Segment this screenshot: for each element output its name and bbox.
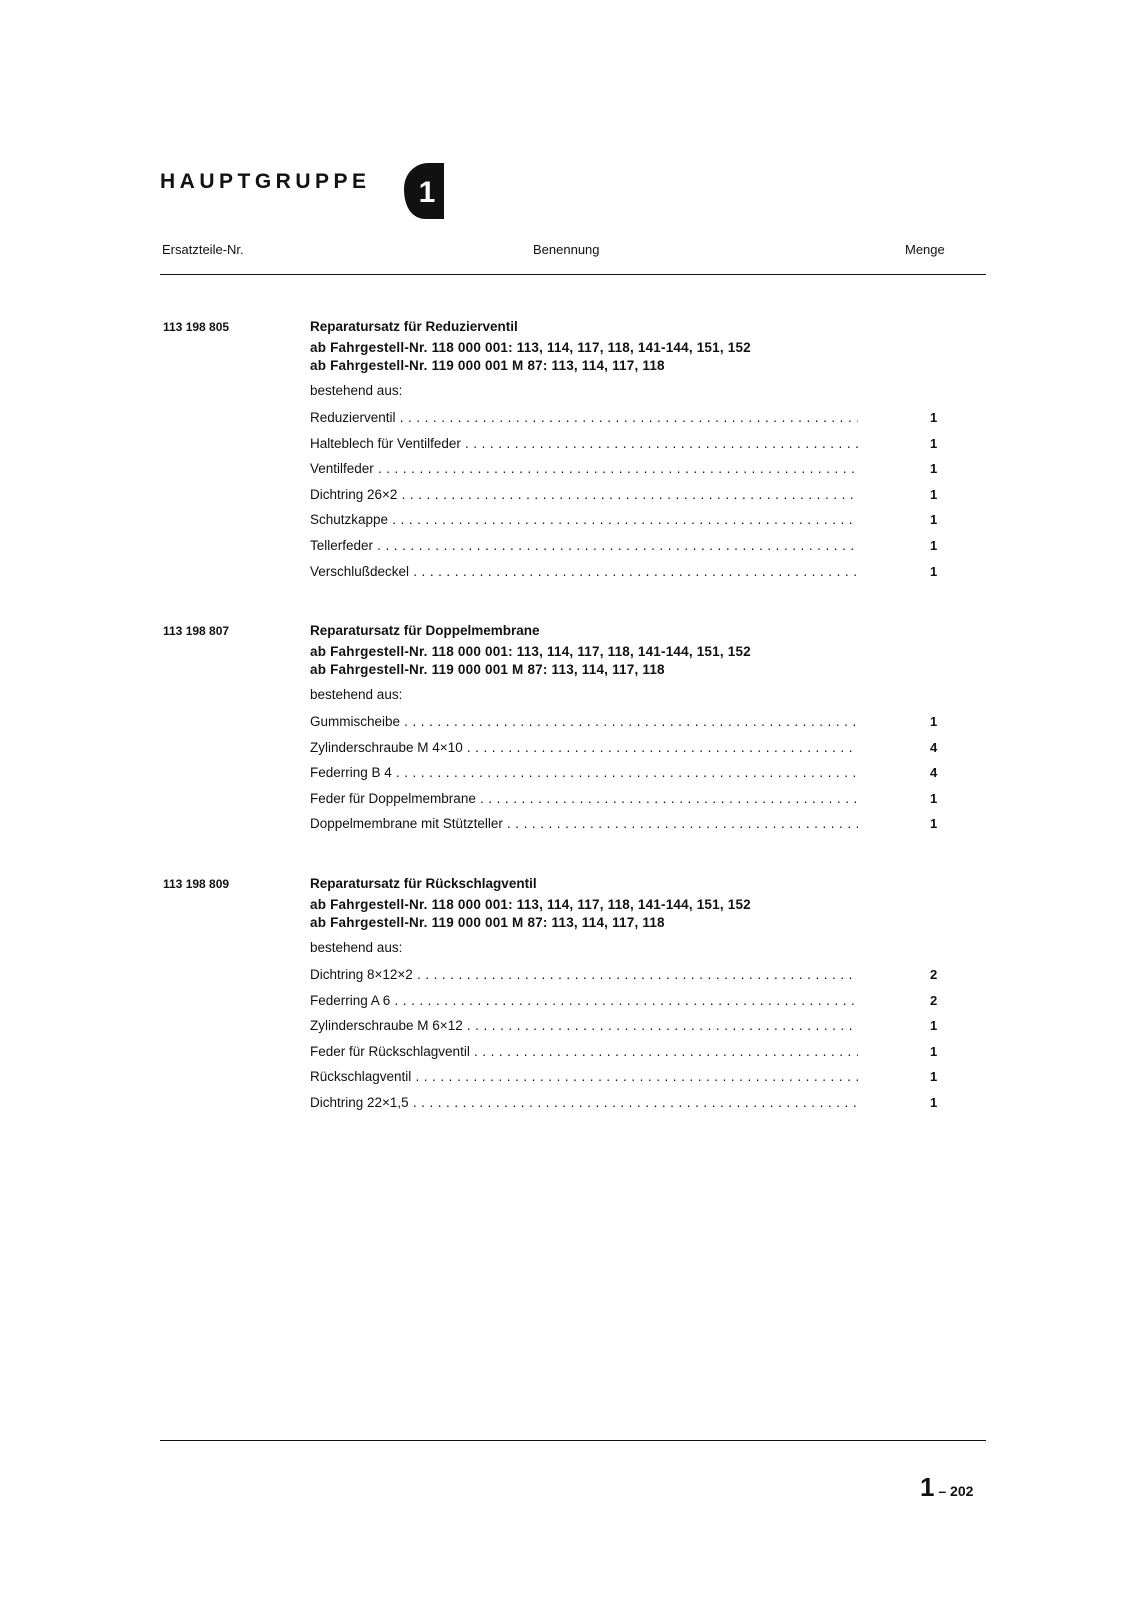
list-item xyxy=(310,1095,950,1121)
component-name: Verschlußdeckel . . . xyxy=(310,564,858,579)
list-item xyxy=(310,765,950,791)
list-item xyxy=(310,410,950,436)
component-name: Reduzierventil . . . xyxy=(310,410,858,425)
list-item xyxy=(310,538,950,564)
section-title: Reparatursatz für Rückschlagventil xyxy=(310,876,537,891)
section-title: Reparatursatz für Doppelmembrane xyxy=(310,623,540,638)
component-quantity: 1 xyxy=(930,714,938,729)
section-part-number: 113 198 807 xyxy=(163,624,230,638)
consists-of-label: bestehend aus: xyxy=(310,383,403,398)
component-name: Rückschlagventil . . . xyxy=(310,1069,858,1084)
list-item xyxy=(310,1044,950,1070)
component-name: Dichtring 22×1,5 . . . xyxy=(310,1095,858,1110)
list-item xyxy=(310,436,950,462)
component-name: Zylinderschraube M 4×10 . . . xyxy=(310,740,858,755)
component-quantity: 1 xyxy=(930,512,938,528)
list-item xyxy=(310,1018,950,1044)
header-divider xyxy=(160,274,986,275)
component-name: Federring B 4 . . . xyxy=(310,765,858,780)
page-title: HAUPTGRUPPE xyxy=(160,170,371,193)
section-title: Reparatursatz für Reduzierventil xyxy=(310,319,518,334)
list-item xyxy=(310,564,950,590)
component-name: Halteblech für Ventilfeder . . . xyxy=(310,436,858,451)
component-name: Gummischeibe . . . xyxy=(310,714,858,729)
page-number-major: 1 xyxy=(920,1472,935,1502)
group-number: 1 xyxy=(418,176,436,209)
consists-of-label: bestehend aus: xyxy=(310,687,403,702)
component-name: Zylinderschraube M 6×12 . . . xyxy=(310,1018,858,1033)
list-item xyxy=(310,791,950,817)
component-quantity: 1 xyxy=(930,816,938,832)
list-item xyxy=(310,1069,950,1095)
component-name: Dichtring 26×2 . . . xyxy=(310,487,858,502)
list-item xyxy=(310,993,950,1019)
component-quantity: 1 xyxy=(930,790,938,806)
component-quantity: 1 xyxy=(930,563,938,579)
page-number-minor: 202 xyxy=(950,1483,974,1499)
chassis-range-line: ab Fahrgestell-Nr. 119 000 001 M 87: 113, 114, 117, 118 xyxy=(310,358,665,373)
component-quantity: 1 xyxy=(930,1018,938,1034)
component-name: Schutzkappe . . . xyxy=(310,512,858,527)
component-quantity: 1 xyxy=(930,410,938,425)
component-list xyxy=(310,967,950,1121)
chassis-range-line: ab Fahrgestell-Nr. 118 000 001: 113, 114, 117, 118, 141-144, 151, 152 xyxy=(310,340,751,355)
component-quantity: 1 xyxy=(930,461,938,477)
section-part-number: 113 198 809 xyxy=(163,877,230,891)
component-quantity: 2 xyxy=(930,992,938,1008)
list-item xyxy=(310,461,950,487)
page-number xyxy=(920,1472,973,1503)
component-quantity: 1 xyxy=(930,1094,938,1110)
list-item xyxy=(310,487,950,513)
component-quantity: 2 xyxy=(930,967,938,982)
component-name: Feder für Doppelmembrane . . . xyxy=(310,791,858,806)
component-name: Tellerfeder . . . xyxy=(310,538,858,553)
component-name: Federring A 6 . . . xyxy=(310,993,858,1008)
component-quantity: 1 xyxy=(930,537,938,553)
list-item xyxy=(310,967,950,993)
component-quantity: 1 xyxy=(930,1069,938,1085)
list-item xyxy=(310,512,950,538)
footer-divider xyxy=(160,1440,986,1441)
list-item xyxy=(310,714,950,740)
page-number-separator: – xyxy=(934,1483,951,1499)
consists-of-label: bestehend aus: xyxy=(310,940,403,955)
column-header-designation: Benennung xyxy=(533,242,600,257)
component-name: Dichtring 8×12×2 . . . xyxy=(310,967,858,982)
component-list xyxy=(310,714,950,842)
component-list xyxy=(310,410,950,589)
chassis-range-line: ab Fahrgestell-Nr. 119 000 001 M 87: 113, 114, 117, 118 xyxy=(310,915,665,930)
component-quantity: 4 xyxy=(930,765,938,781)
component-name: Doppelmembrane mit Stützteller . . . xyxy=(310,816,858,831)
component-quantity: 1 xyxy=(930,1043,938,1059)
component-quantity: 1 xyxy=(930,486,938,502)
component-name: Ventilfeder . . . xyxy=(310,461,858,476)
group-number-badge xyxy=(400,163,448,219)
chassis-range-line: ab Fahrgestell-Nr. 118 000 001: 113, 114, 117, 118, 141-144, 151, 152 xyxy=(310,644,751,659)
list-item xyxy=(310,816,950,842)
section-part-number: 113 198 805 xyxy=(163,320,230,334)
list-item xyxy=(310,740,950,766)
column-header-quantity: Menge xyxy=(905,242,945,257)
chassis-range-line: ab Fahrgestell-Nr. 119 000 001 M 87: 113, 114, 117, 118 xyxy=(310,662,665,677)
component-quantity: 4 xyxy=(930,739,938,755)
component-quantity: 1 xyxy=(930,435,938,451)
column-header-part-number: Ersatzteile-Nr. xyxy=(162,242,244,257)
component-name: Feder für Rückschlagventil . . . xyxy=(310,1044,858,1059)
chassis-range-line: ab Fahrgestell-Nr. 118 000 001: 113, 114, 117, 118, 141-144, 151, 152 xyxy=(310,897,751,912)
